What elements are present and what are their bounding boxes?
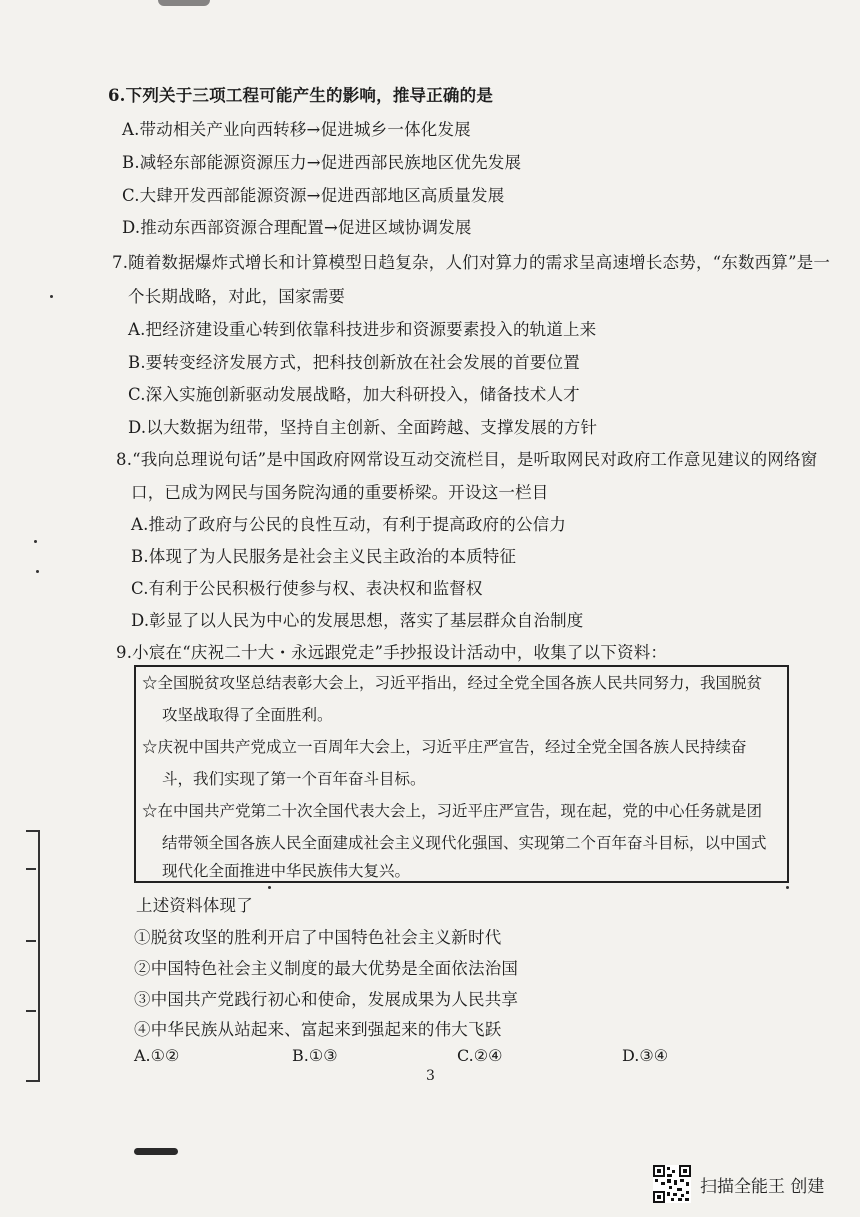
q8-option-b: B.体现了为人民服务是社会主义民主政治的本质特征 [131, 547, 517, 566]
scan-dot [36, 570, 39, 573]
material-line: 结带领全国各族人民全面建成社会主义现代化强国、实现第二个百年奋斗目标，以中国式 [162, 834, 767, 852]
q8-option-a: A.推动了政府与公民的良性互动，有利于提高政府的公信力 [131, 515, 567, 534]
material-line: ☆在中国共产党第二十次全国代表大会上，习近平庄严宣告，现在起，党的中心任务就是团 [142, 802, 763, 820]
q9-material-box [134, 665, 789, 883]
q6-option-b: B.减轻东部能源资源压力→促进西部民族地区优先发展 [122, 153, 522, 172]
q9-statement-2: ②中国特色社会主义制度的最大优势是全面依法治国 [134, 959, 519, 978]
material-line: 现代化全面推进中华民族伟大复兴。 [162, 862, 411, 880]
q9-stem: 9.小宸在“庆祝二十大・永远跟党走”手抄报设计活动中，收集了以下资料： [116, 643, 668, 662]
q7-option-b: B.要转变经济发展方式，把科技创新放在社会发展的首要位置 [128, 353, 580, 372]
q7-stem-line1: 7.随着数据爆炸式增长和计算模型日趋复杂，人们对算力的需求呈高速增长态势，“东数西算”是一 [112, 253, 831, 272]
q9-option-d: D.③④ [622, 1046, 669, 1065]
margin-tick [26, 940, 36, 942]
q8-stem-line2: 口，已成为网民与国务院沟通的重要桥梁。开设这一栏目 [131, 483, 549, 502]
scan-dot [34, 540, 37, 543]
q9-statement-3: ③中国共产党践行初心和使命，发展成果为人民共享 [134, 990, 519, 1009]
q7-stem-line2: 个长期战略，对此，国家需要 [128, 287, 346, 306]
material-line: 斗，我们实现了第一个百年奋斗目标。 [162, 770, 426, 788]
scan-smudge [134, 1148, 178, 1155]
scan-smudge [158, 0, 210, 6]
scan-dot [50, 295, 53, 298]
margin-tick [26, 1010, 36, 1012]
q9-option-b: B.①③ [292, 1046, 338, 1065]
qr-code-icon [653, 1165, 691, 1203]
q8-option-d: D.彰显了以人民为中心的发展思想，落实了基层群众自治制度 [131, 611, 584, 630]
page-number: 3 [426, 1068, 435, 1084]
q7-option-c: C.深入实施创新驱动发展战略，加大科研投入，储备技术人才 [128, 385, 580, 404]
material-line: ☆庆祝中国共产党成立一百周年大会上，习近平庄严宣告，经过全党全国各族人民持续奋 [142, 738, 747, 756]
q9-statement-1: ①脱贫攻坚的胜利开启了中国特色社会主义新时代 [134, 928, 502, 947]
q6-option-d: D.推动东西部资源合理配置→促进区域协调发展 [122, 218, 472, 237]
material-line: 攻坚战取得了全面胜利。 [162, 706, 333, 724]
q9-statement-4: ④中华民族从站起来、富起来到强起来的伟大飞跃 [134, 1020, 502, 1039]
q6-option-c: C.大肆开发西部能源资源→促进西部地区高质量发展 [122, 186, 505, 205]
q9-option-c: C.②④ [457, 1046, 503, 1065]
q7-option-d: D.以大数据为纽带，坚持自主创新、全面跨越、支撑发展的方针 [128, 418, 598, 437]
scanner-watermark: 扫描全能王 创建 [700, 1177, 825, 1197]
scan-dot [786, 886, 789, 889]
q7-option-a: A.把经济建设重心转到依靠科技进步和资源要素投入的轨道上来 [128, 320, 597, 339]
q9-lead: 上述资料体现了 [136, 896, 253, 915]
scan-dot [268, 886, 271, 889]
q6-stem: 6.下列关于三项工程可能产生的影响，推导正确的是 [108, 86, 494, 105]
q8-option-c: C.有利于公民积极行使参与权、表决权和监督权 [131, 579, 483, 598]
q6-option-a: A.带动相关产业向西转移→促进城乡一体化发展 [122, 120, 471, 139]
q8-stem-line1: 8.“我向总理说句话”是中国政府网常设互动交流栏目，是听取网民对政府工作意见建议的网络窗 [116, 450, 818, 469]
margin-tick [26, 868, 36, 870]
material-line: ☆全国脱贫攻坚总结表彰大会上，习近平指出，经过全党全国各族人民共同努力，我国脱贫 [142, 674, 763, 692]
q9-option-a: A.①② [134, 1046, 180, 1065]
